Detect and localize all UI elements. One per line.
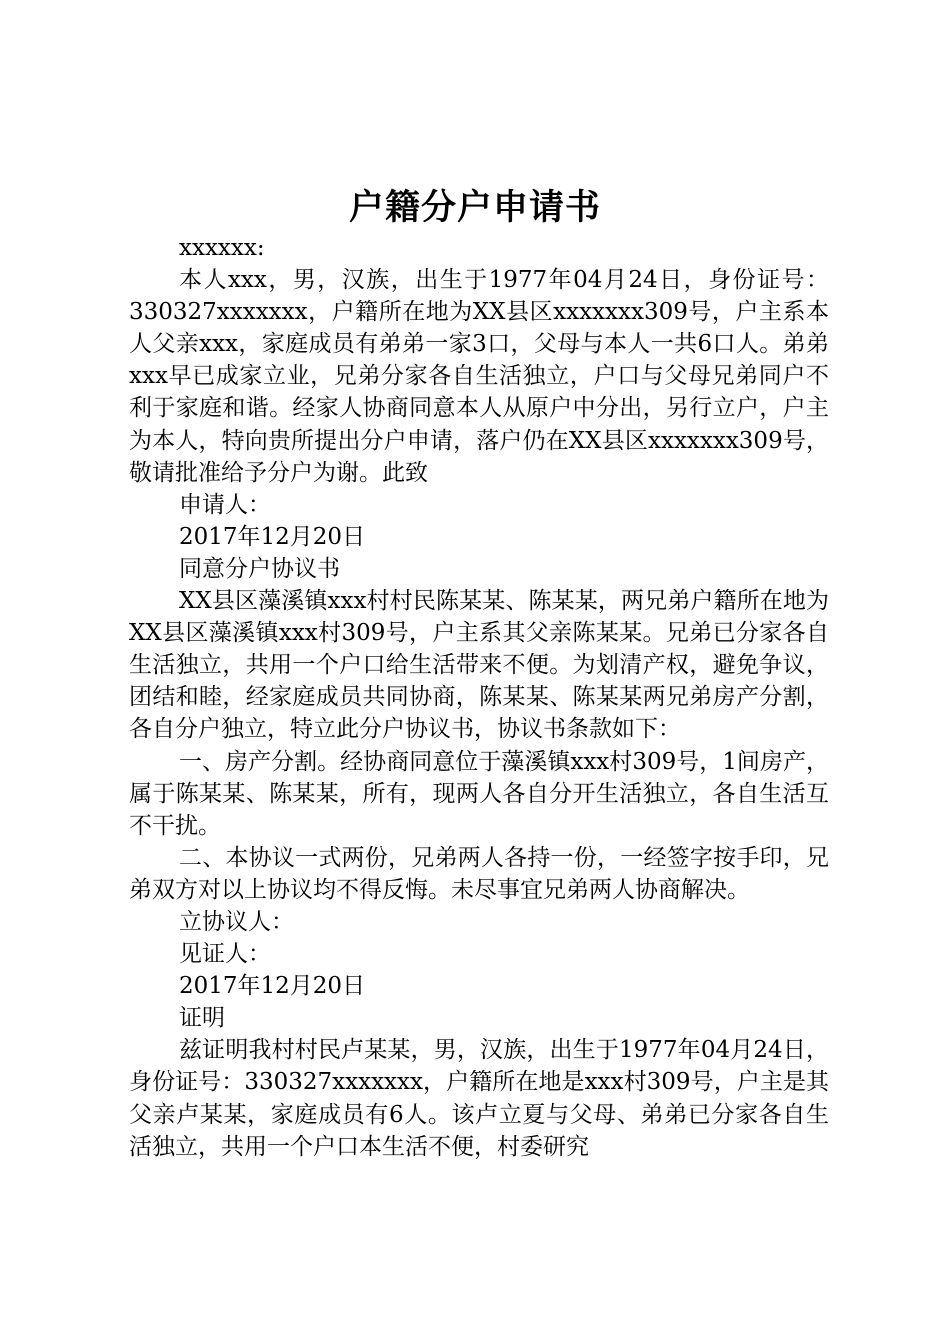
agreement-party-label: 立协议人： xyxy=(179,908,294,935)
applicant-signature-label: 申请人： xyxy=(179,491,271,518)
agreement-clause-1: 一、房产分割。经协商同意位于藻溪镇xxx村309号，1间房产，属于陈某某、陈某某，所有，现两人各自分开生活独立，各自生活互不干扰。 xyxy=(129,748,829,839)
agreement-heading: 同意分户协议书 xyxy=(179,555,340,582)
salutation: xxxxxx: xyxy=(179,235,265,261)
agreement-intro-paragraph: XX县区藻溪镇xxx村村民陈某某、陈某某，两兄弟户籍所在地为XX县区藻溪镇xxx村309号，户主系其父亲陈某某。兄弟已分家各自生活独立，共用一个户口给生活带来不便。为划清产权，避免争议，团结和睦，经家庭成员共同协商，陈某某、陈某某两兄弟房产分割，各自分户独立，特立此分户协议书，协议书条款如下： xyxy=(129,588,829,743)
document-title: 户籍分户申请书 xyxy=(348,188,601,228)
witness-label: 见证人： xyxy=(179,941,271,968)
agreement-date: 2017年12月20日 xyxy=(179,973,366,1000)
agreement-clause-2: 二、本协议一式两份，兄弟两人各持一份，一经签字按手印，兄弟双方对以上协议均不得反悔。未尽事宜兄弟两人协商解决。 xyxy=(129,844,829,903)
certificate-heading: 证明 xyxy=(179,1005,225,1032)
certificate-paragraph: 兹证明我村村民卢某某，男，汉族，出生于1977年04月24日，身份证号：330327xxxxxxx，户籍所在地是xxx村309号，户主是其父亲卢某某，家庭成员有6人。该卢立夏与父母、弟弟已分家各自生活独立，共用一个户口本生活不便，村委研究 xyxy=(129,1037,829,1160)
application-paragraph: 本人xxx，男，汉族，出生于1977年04月24日，身份证号：330327xxxxxxx，户籍所在地为XX县区xxxxxxx309号，户主系本人父亲xxx，家庭成员有弟弟一家3口，父母与本人一共6口人。弟弟xxx早已成家立业，兄弟分家各自生活独立，户口与父母兄弟同户不利于家庭和谐。经家人协商同意本人从原户中分出，另行立户，户主为本人，特向贵所提出分户申请，落户仍在XX县区xxxxxxx309号，敬请批准给予分户为谢。此致 xyxy=(129,267,829,486)
application-date: 2017年12月20日 xyxy=(179,523,366,550)
document-body xyxy=(129,232,829,1163)
